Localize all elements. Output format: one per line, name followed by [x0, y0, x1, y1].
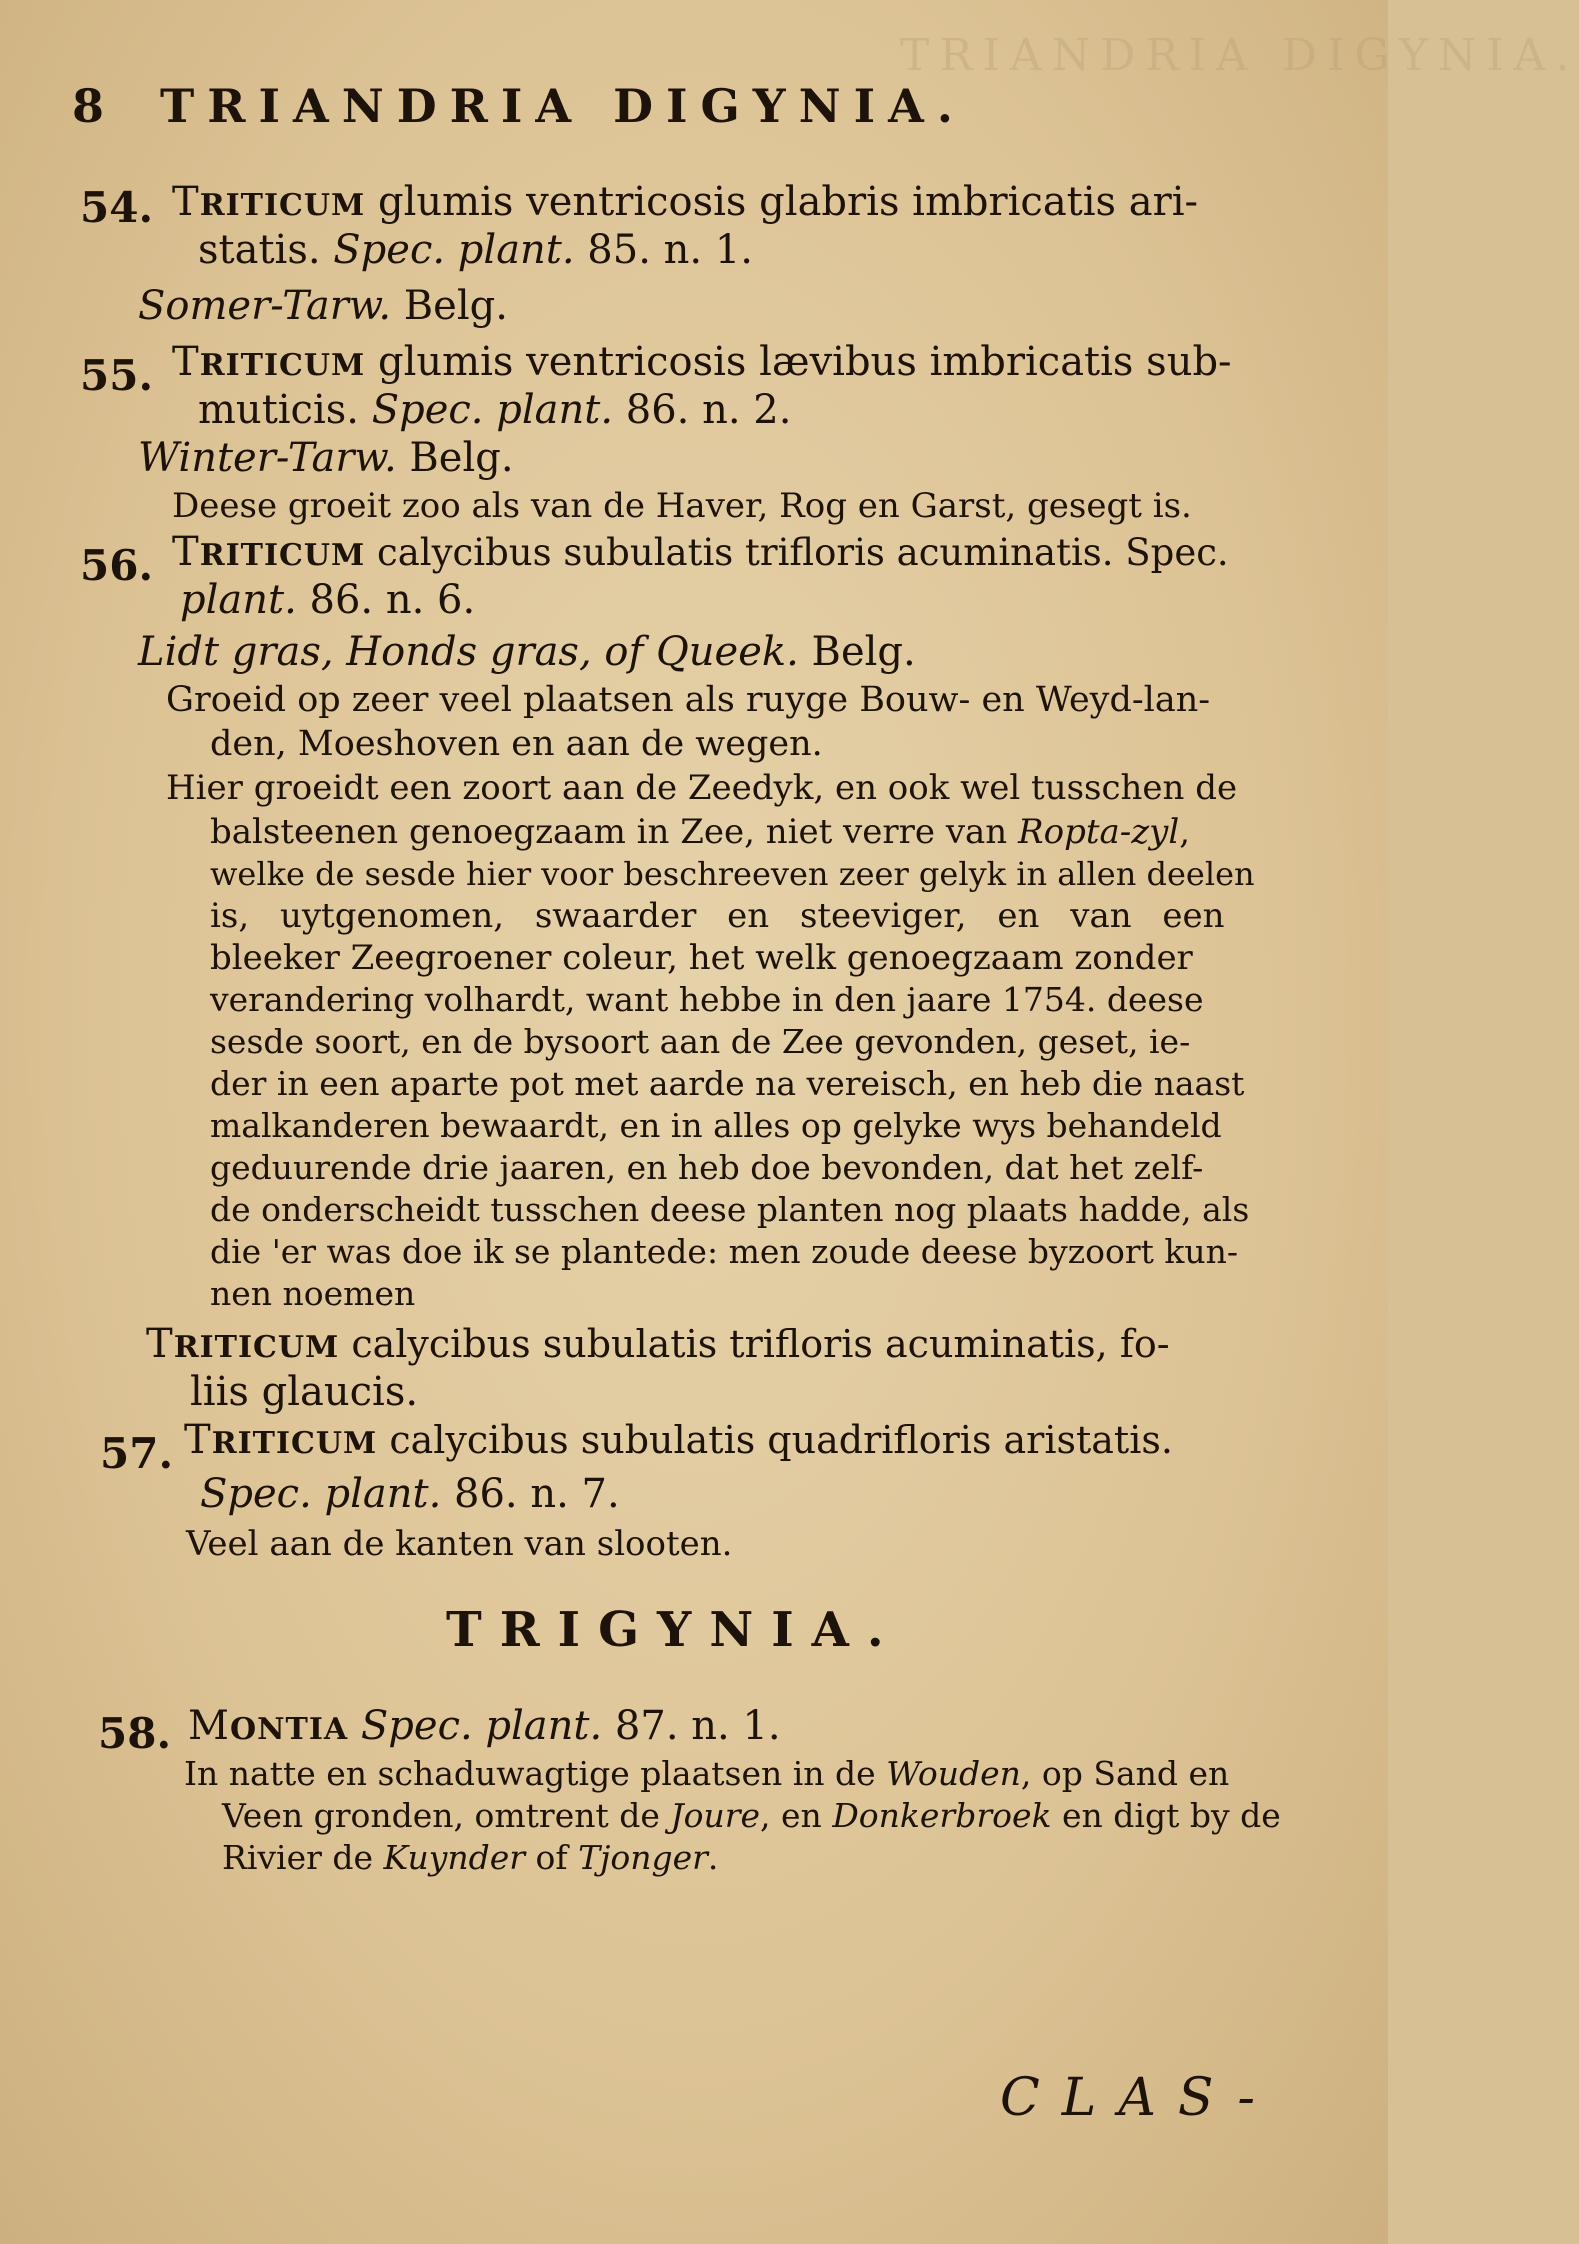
entry-line: Deese groeit zoo als van de Haver, Rog en Garst, gesegt is.: [172, 486, 1192, 526]
entry-line: Groeid op zeer veel plaatsen als ruyge Bouw- en Weyd-lan-: [166, 680, 1211, 720]
entry-line: geduurende drie jaaren, en heb doe bevonden, dat het zelf-: [210, 1148, 1204, 1187]
entry-line: Somer-Tarw. Belg.: [138, 283, 508, 329]
entry-line: welke de sesde hier voor beschreeven zeer gelyk in allen deelen: [210, 855, 1255, 893]
entry-line: statis. Spec. plant. 85. n. 1.: [198, 227, 753, 273]
entry-line: Veel aan de kanten van slooten.: [186, 1524, 733, 1564]
entry-line: Veen gronden, omtrent de Joure, en Donkerbroek en digt by de: [222, 1796, 1281, 1835]
entry-number: 55.: [80, 351, 154, 400]
entry-line: nen noemen: [210, 1274, 416, 1313]
entry-line: muticis. Spec. plant. 86. n. 2.: [198, 387, 792, 433]
entry-line: TRITICUM calycibus subulatis trifloris acuminatis. Spec.: [172, 529, 1229, 575]
bleed-through-text: TRIANDRIA DIGYNIA.: [900, 30, 1579, 81]
genus-name: MONTIA: [188, 1703, 349, 1749]
entry-line: liis glaucis.: [190, 1369, 419, 1415]
entry-line: TRITICUM glumis ventricosis lævibus imbricatis sub-: [172, 339, 1232, 385]
page-header: [72, 79, 966, 133]
entry-line: TRITICUM glumis ventricosis glabris imbricatis ari-: [172, 179, 1199, 225]
entry-number: 57.: [100, 1429, 174, 1478]
entry-line: die 'er was doe ik se plantede: men zoude deese byzoort kun-: [210, 1232, 1238, 1271]
entry-line: den, Moeshoven en aan de wegen.: [210, 724, 823, 764]
section-title: TRIGYNIA.: [446, 1602, 902, 1658]
entry-number: 54.: [80, 183, 154, 232]
genus-name: TRITICUM: [172, 179, 366, 225]
entry-line: de onderscheidt tusschen deese planten nog plaats hadde, als: [210, 1190, 1250, 1229]
entry-line: MONTIA Spec. plant. 87. n. 1.: [188, 1703, 781, 1749]
entry-line: Hier groeidt een zoort aan de Zeedyk, en ook wel tusschen de: [166, 768, 1238, 808]
entry-line: balsteenen genoegzaam in Zee, niet verre van Ropta-zyl,: [210, 812, 1191, 852]
entry-number: 56.: [80, 541, 154, 590]
entry-line: Winter-Tarw. Belg.: [138, 435, 514, 481]
entry-line: Spec. plant. 86. n. 7.: [200, 1471, 620, 1517]
entry-line: bleeker Zeegroener coleur, het welk genoegzaam zonder: [210, 938, 1193, 978]
entry-line: TRITICUM calycibus subulatis quadrifloris aristatis.: [184, 1417, 1173, 1463]
entry-line: malkanderen bewaardt, en in alles op gelyke wys behandeld: [210, 1106, 1222, 1145]
genus-name: TRITICUM: [184, 1417, 378, 1463]
genus-name: TRITICUM: [172, 339, 366, 385]
entry-line: sesde soort, en de bysoort aan de Zee gevonden, geset, ie-: [210, 1022, 1191, 1061]
entry-line: Rivier de Kuynder of Tjonger.: [222, 1838, 719, 1877]
entry-line: TRITICUM calycibus subulatis trifloris acuminatis, fo-: [146, 1321, 1170, 1367]
entry-line: Lidt gras, Honds gras, of Queek. Belg.: [138, 629, 916, 675]
entry-line: plant. 86. n. 6.: [180, 577, 476, 623]
entry-line: In natte en schaduwagtige plaatsen in de Wouden, op Sand en: [184, 1754, 1230, 1793]
page-number: 8: [72, 79, 118, 133]
entry-line: verandering volhardt, want hebbe in den jaare 1754. deese: [210, 980, 1204, 1019]
entry-line: is, uytgenomen, swaarder en steeviger, en van een: [210, 896, 1225, 936]
header-title: TRIANDRIA DIGYNIA.: [160, 79, 966, 133]
entry-number: 58.: [98, 1709, 172, 1758]
catchword: CLAS-: [1000, 2068, 1277, 2128]
genus-name: TRITICUM: [146, 1321, 340, 1367]
entry-line: der in een aparte pot met aarde na vereisch, en heb die naast: [210, 1064, 1245, 1103]
genus-name: TRITICUM: [172, 529, 366, 575]
